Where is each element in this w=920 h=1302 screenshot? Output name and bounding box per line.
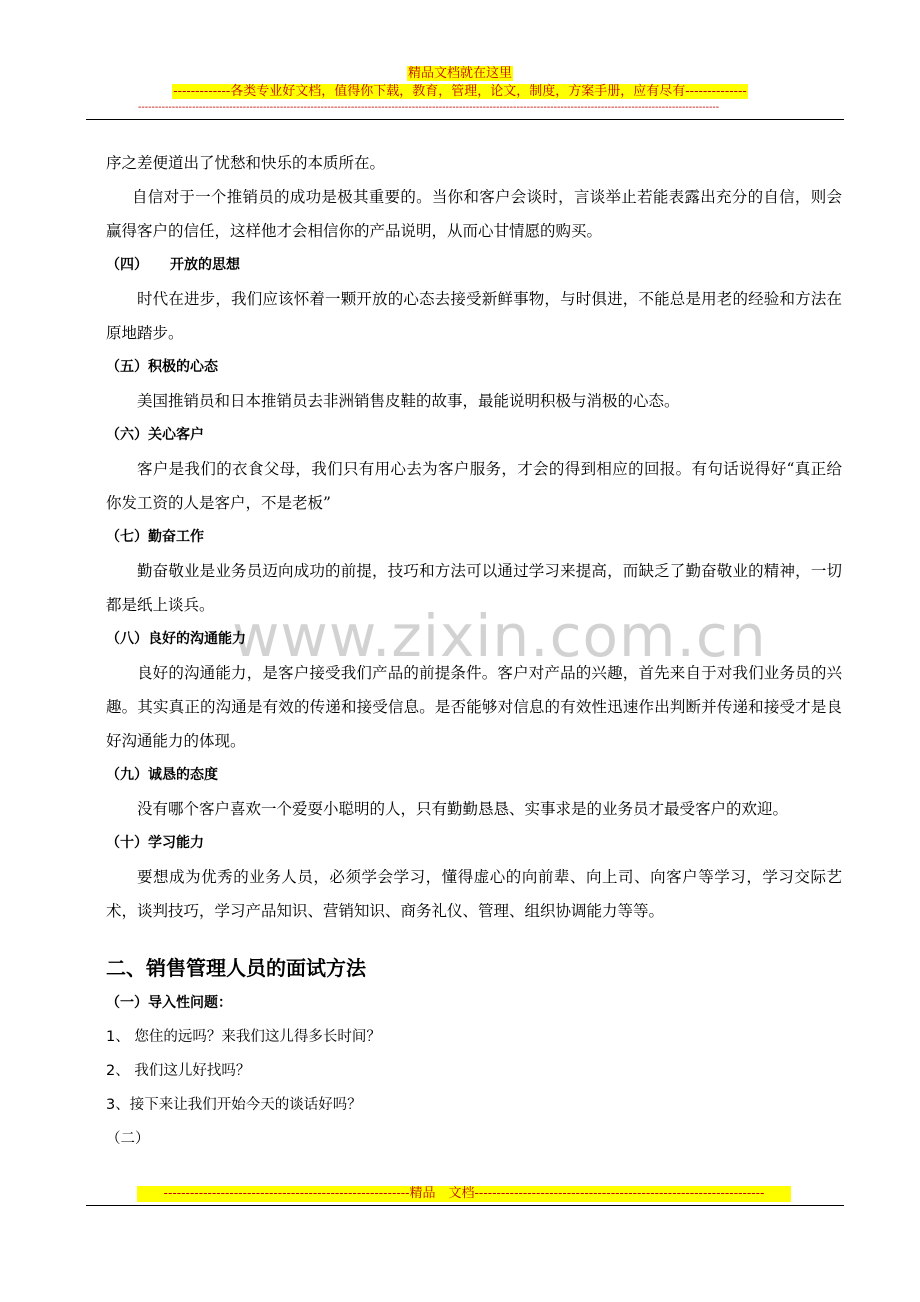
header-rule [86,119,844,120]
question-item: 3、接下来让我们开始今天的谈话好吗？ [106,1097,362,1113]
section-heading-7: （七）勤奋工作 [106,529,204,545]
paragraph: 美国推销员和日本推销员去非洲销售皮鞋的故事，最能说明积极与消极的心态。 [137,392,680,410]
section-heading-9: （九）诚恳的态度 [106,767,218,783]
paragraph: 序之差便道出了忧愁和快乐的本质所在。 [106,154,386,172]
footer-banner: --------------------------------------------------------精品 文档------------------------------------------------------------------ [137,1186,791,1202]
section-heading-10: （十）学习能力 [106,835,204,851]
header-dash-line: ---------------------------------------------------------------------------------------------------------------------------------------------------------------------------- [138,103,720,113]
section-heading-4: （四） 开放的思想 [106,257,240,273]
question-item: 2、 我们这儿好找吗？ [106,1063,251,1079]
paragraph: 勤奋敬业是业务员迈向成功的前提，技巧和方法可以通过学习来提高，而缺乏了勤奋敬业的精神，一切都是纸上谈兵。 [106,562,842,614]
watermark: www.zixin.com.cn [232,602,767,670]
question-item: 1、 您住的远吗？来我们这儿得多长时间？ [106,1029,381,1045]
footer-rule [86,1205,844,1206]
section-heading-6: （六）关心客户 [106,427,204,443]
header-title: 精品文档就在这里 [407,66,512,81]
paragraph: 要想成为优秀的业务人员，必须学会学习，懂得虚心的向前辈、向上司、向客户等学习，学习交际艺术，谈判技巧，学习产品知识、营销知识、商务礼仪、管理、组织协调能力等等。 [106,868,842,920]
header-tagline: -------------各类专业好文档，值得你下载，教育，管理，论文，制度，方案手册，应有尽有-------------- [173,84,747,99]
paragraph: 时代在进步，我们应该怀着一颗开放的心态去接受新鲜事物，与时俱进，不能总是用老的经验和方法在原地踏步。 [106,290,842,342]
section-heading-8: （八）良好的沟通能力 [106,631,246,647]
subsection-heading: （二） [106,1131,150,1147]
section-heading-5: （五）积极的心态 [106,359,218,375]
paragraph: 客户是我们的衣食父母，我们只有用心去为客户服务，才会的得到相应的回报。有句话说得好“真正给你发工资的人是客户，不是老板” [106,460,842,512]
chapter-heading: 二、销售管理人员的面试方法 [106,956,366,980]
paragraph: 自信对于一个推销员的成功是极其重要的。当你和客户会谈时，言谈举止若能表露出充分的自信，则会赢得客户的信任，这样他才会相信你的产品说明，从而心甘情愿的购买。 [106,188,842,240]
paragraph: 没有哪个客户喜欢一个爱耍小聪明的人，只有勤勤恳恳、实事求是的业务员才最受客户的欢迎。 [137,800,789,818]
paragraph: 良好的沟通能力，是客户接受我们产品的前提条件。客户对产品的兴趣，首先来自于对我们业务员的兴趣。其实真正的沟通是有效的传递和接受信息。是否能够对信息的有效性迅速作出判断并传递和接受才是良好沟通能力的体现。 [106,664,842,750]
subsection-heading: （一）导入性问题： [106,995,232,1011]
document-body [106,146,842,1156]
